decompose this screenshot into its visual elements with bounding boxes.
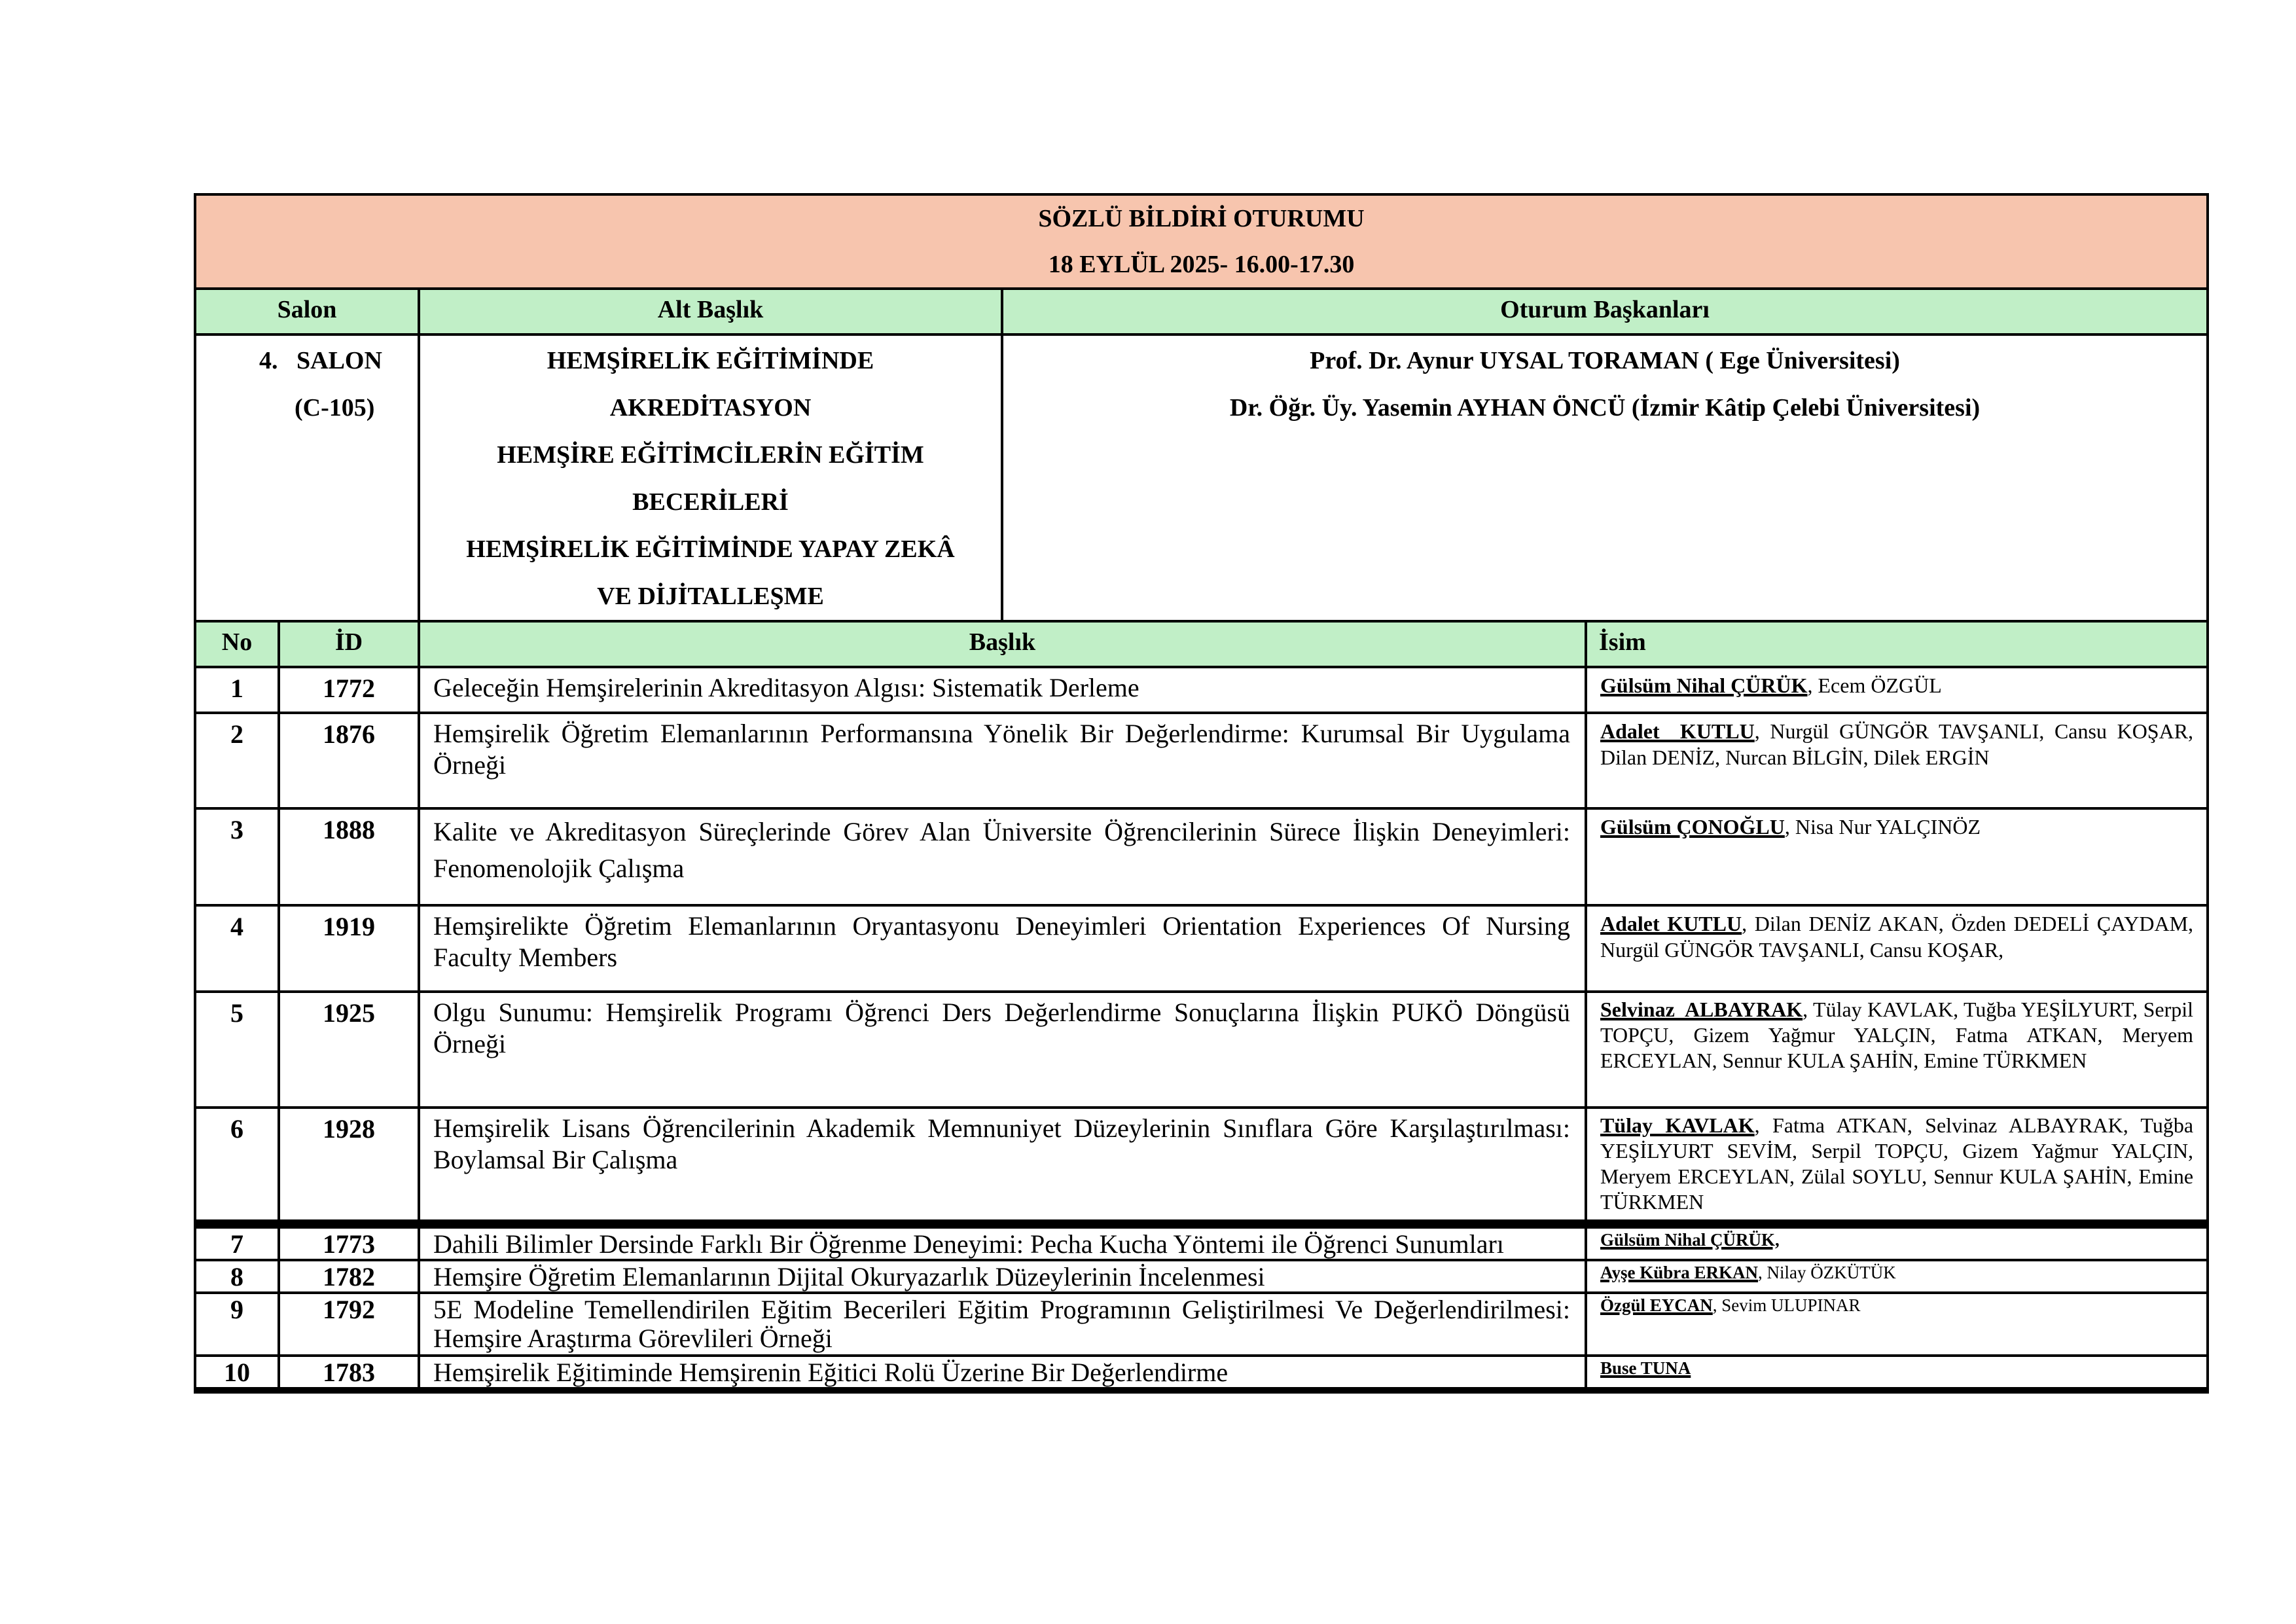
separator-bar	[195, 1221, 2208, 1227]
presenting-author: Gülsüm Nihal ÇÜRÜK,	[1600, 1230, 1780, 1250]
paper-no: 10	[195, 1356, 279, 1390]
no-header: No	[195, 621, 279, 667]
salon-number: 4. SALON	[259, 347, 382, 374]
alt-baslik-header: Alt Başlık	[419, 289, 1002, 334]
paper-row	[195, 992, 2208, 1108]
session-date-time: 18 EYLÜL 2025- 16.00-17.30	[1048, 251, 1355, 278]
co-authors: , Tülay KAVLAK, Tuğba YEŞİLYURT, Serpil TOPÇU, Gizem Yağmur YALÇIN, Fatma ATKAN, Meryem ERCEYLAN, Sennur KULA ŞAHİN, Emine TÜRKMEN	[1600, 998, 2194, 1072]
paper-row	[195, 713, 2208, 808]
paper-id: 1773	[279, 1227, 419, 1260]
paper-authors	[1586, 713, 2208, 808]
co-authors: , Fatma ATKAN, Selvinaz ALBAYRAK, Tuğba YEŞİLYURT SEVİM, Serpil TOPÇU, Gizem Yağmur YALÇIN, Meryem ERCEYLAN, Zülal SOYLU, Sennur KULA ŞAHİN, Emine TÜRKMEN	[1600, 1113, 2194, 1214]
paper-authors	[1586, 1227, 2208, 1260]
paper-no: 5	[195, 992, 279, 1108]
session-header-row	[195, 289, 2208, 334]
subtitle-line: AKREDİTASYON	[609, 394, 812, 422]
presenting-author: Gülsüm ÇONOĞLU	[1600, 815, 1785, 839]
paper-no: 4	[195, 905, 279, 992]
chairs-cell	[1002, 334, 2208, 621]
paper-title: Hemşirelik Lisans Öğrencilerinin Akademik Memnuniyet Düzeylerinin Sınıflara Göre Karşılaştırılması: Boylamsal Bir Çalışma	[419, 1108, 1586, 1221]
paper-no: 6	[195, 1108, 279, 1221]
paper-no: 9	[195, 1293, 279, 1356]
papers-header-row	[195, 621, 2208, 667]
presenting-author: Gülsüm Nihal ÇÜRÜK	[1600, 674, 1808, 697]
paper-id: 1928	[279, 1108, 419, 1221]
paper-authors	[1586, 1108, 2208, 1221]
chairs-header: Oturum Başkanları	[1002, 289, 2208, 334]
paper-title: Hemşirelikte Öğretim Elemanlarının Oryantasyonu Deneyimleri Orientation Experiences Of Nursing Faculty Members	[419, 905, 1586, 992]
paper-title: Hemşire Öğretim Elemanlarının Dijital Okuryazarlık Düzeylerinin İncelenmesi	[419, 1260, 1586, 1293]
presenting-author: Adalet KUTLU	[1600, 912, 1742, 935]
co-authors: , Nisa Nur YALÇINÖZ	[1784, 815, 1981, 839]
subtitle-line: VE DİJİTALLEŞME	[597, 583, 824, 610]
subtitles-cell	[419, 334, 1002, 621]
subtitle-line: HEMŞİRELİK EĞİTİMİNDE	[547, 347, 874, 374]
presenting-author: Tülay KAVLAK	[1600, 1113, 1755, 1137]
paper-no: 1	[195, 667, 279, 713]
paper-no: 8	[195, 1260, 279, 1293]
paper-title: Olgu Sunumu: Hemşirelik Programı Öğrenci Ders Değerlendirme Sonuçlarına İlişkin PUKÖ Döngüsü Örneği	[419, 992, 1586, 1108]
paper-id: 1792	[279, 1293, 419, 1356]
paper-id: 1783	[279, 1356, 419, 1390]
subtitle-line: BECERİLERİ	[632, 488, 789, 516]
paper-authors	[1586, 992, 2208, 1108]
session-title: SÖZLÜ BİLDİRİ OTURUMU	[1038, 205, 1365, 232]
paper-row	[195, 1260, 2208, 1293]
paper-title: Dahili Bilimler Dersinde Farklı Bir Öğrenme Deneyimi: Pecha Kucha Yöntemi ile Öğrenci Sunumları	[419, 1227, 1586, 1260]
paper-row	[195, 1356, 2208, 1390]
paper-title: Geleceğin Hemşirelerinin Akreditasyon Algısı: Sistematik Derleme	[419, 667, 1586, 713]
paper-authors	[1586, 1260, 2208, 1293]
paper-authors	[1586, 1293, 2208, 1356]
paper-row	[195, 1108, 2208, 1221]
session-banner	[195, 194, 2208, 289]
presenting-author: Adalet KUTLU	[1600, 719, 1755, 743]
paper-id: 1772	[279, 667, 419, 713]
salon-cell	[195, 334, 419, 621]
chair-name: Prof. Dr. Aynur UYSAL TORAMAN ( Ege Üniversitesi)	[1310, 347, 1900, 374]
chair-name: Dr. Öğr. Üy. Yasemin AYHAN ÖNCÜ (İzmir Kâtip Çelebi Üniversitesi)	[1229, 394, 1981, 422]
paper-title: Hemşirelik Öğretim Elemanlarının Performansına Yönelik Bir Değerlendirme: Kurumsal Bir Uygulama Örneği	[419, 713, 1586, 808]
paper-no: 3	[195, 808, 279, 905]
paper-row	[195, 1227, 2208, 1260]
oral-session-table	[194, 193, 2209, 1394]
paper-authors	[1586, 667, 2208, 713]
id-header: İD	[279, 621, 419, 667]
paper-id: 1919	[279, 905, 419, 992]
presenting-author: Özgül EYCAN	[1600, 1295, 1713, 1315]
paper-authors	[1586, 1356, 2208, 1390]
presenting-author: Ayşe Kübra ERKAN	[1600, 1263, 1759, 1282]
paper-id: 1782	[279, 1260, 419, 1293]
paper-id: 1876	[279, 713, 419, 808]
presenting-author: Buse TUNA	[1600, 1358, 1691, 1378]
paper-id: 1925	[279, 992, 419, 1108]
presenting-author: Selvinaz ALBAYRAK	[1600, 998, 1803, 1021]
co-authors: , Dilan DENİZ AKAN, Özden DEDELİ ÇAYDAM, Nurgül GÜNGÖR TAVŞANLI, Cansu KOŞAR,	[1600, 912, 2194, 962]
co-authors: , Nurgül GÜNGÖR TAVŞANLI, Cansu KOŞAR, Dilan DENİZ, Nurcan BİLGİN, Dilek ERGİN	[1600, 719, 2194, 769]
paper-row	[195, 1293, 2208, 1356]
banner-cell	[195, 194, 2208, 289]
paper-no: 7	[195, 1227, 279, 1260]
paper-row	[195, 905, 2208, 992]
salon-header: Salon	[195, 289, 419, 334]
names-header: İsim	[1586, 621, 2208, 667]
paper-authors	[1586, 808, 2208, 905]
co-authors: , Sevim ULUPINAR	[1712, 1295, 1861, 1315]
session-info-row	[195, 334, 2208, 621]
subtitle-line: HEMŞİRELİK EĞİTİMİNDE YAPAY ZEKÂ	[466, 535, 955, 563]
paper-title: Kalite ve Akreditasyon Süreçlerinde Görev Alan Üniversite Öğrencilerinin Sürece İlişkin Deneyimleri: Fenomenolojik Çalışma	[419, 808, 1586, 905]
co-authors: , Ecem ÖZGÜL	[1807, 674, 1942, 697]
subtitle-line: HEMŞİRE EĞİTİMCİLERİN EĞİTİM	[497, 441, 924, 469]
paper-authors	[1586, 905, 2208, 992]
paper-title: Hemşirelik Eğitiminde Hemşirenin Eğitici Rolü Üzerine Bir Değerlendirme	[419, 1356, 1586, 1390]
title-header: Başlık	[419, 621, 1586, 667]
paper-id: 1888	[279, 808, 419, 905]
section-separator	[195, 1221, 2208, 1227]
co-authors: , Nilay ÖZKÜTÜK	[1758, 1263, 1896, 1282]
paper-no: 2	[195, 713, 279, 808]
salon-room: (C-105)	[295, 394, 375, 422]
paper-row	[195, 667, 2208, 713]
paper-row	[195, 808, 2208, 905]
paper-title: 5E Modeline Temellendirilen Eğitim Becerileri Eğitim Programının Geliştirilmesi Ve Değerlendirilmesi: Hemşire Araştırma Görevlileri Örneği	[419, 1293, 1586, 1356]
